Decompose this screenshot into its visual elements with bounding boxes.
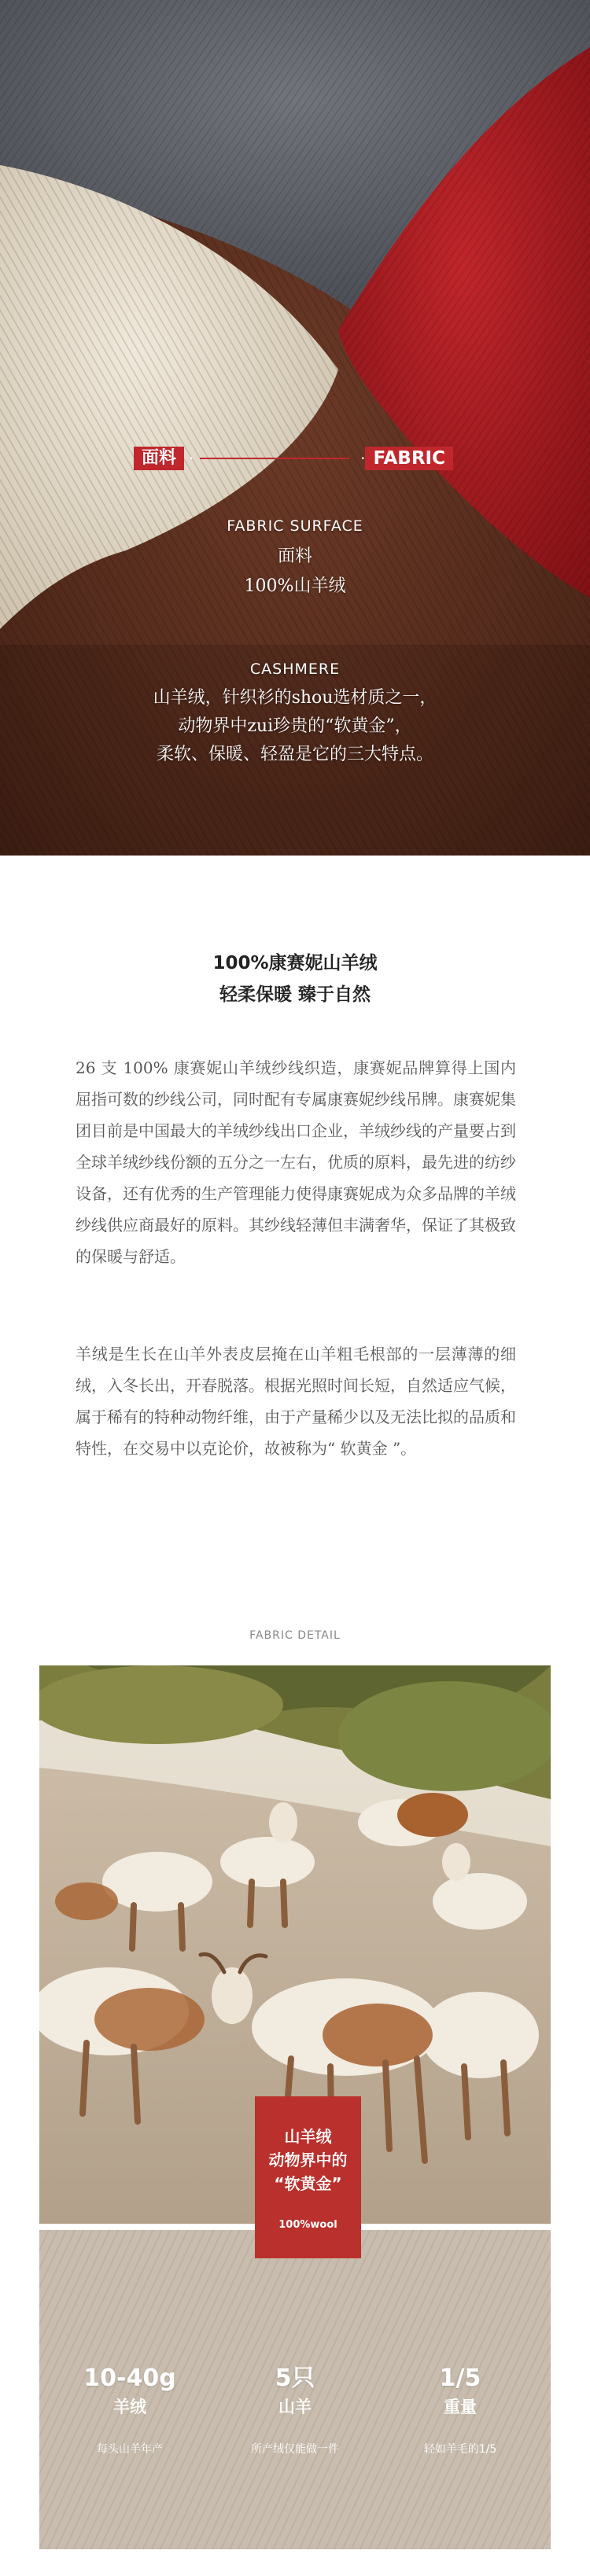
stat-unit: 羊绒 <box>113 2398 146 2416</box>
cashmere-line: 柔软、保暖、轻盈是它的三大特点。 <box>156 745 433 764</box>
tag-dot: · <box>360 449 366 468</box>
fabric-swatch-hero <box>0 0 590 856</box>
callout-line: 动物界中的 <box>268 2151 348 2169</box>
intro-title: 100%康赛妮山羊绒 <box>212 953 378 973</box>
intro-paragraph-cashmere: 羊绒是生长在山羊外表皮层掩在山羊粗毛根部的一层薄薄的细绒，入冬长出，开春脱落。根据光照时间长短，自然适应气候，属于稀有的特种动物纤维，由于产量稀少以及无法比拟的品质和特性，在交易中以克论价，故被称为“ 软黄金 ”。 <box>76 1345 516 1458</box>
fabric-surface-value: 100%山羊绒 <box>244 576 346 596</box>
cashmere-line: 山羊绒，针织衫的shou选材质之一， <box>153 688 437 708</box>
callout-line: 山羊绒 <box>284 2127 332 2146</box>
stat-description: 轻如羊毛的1/5 <box>423 2443 497 2456</box>
stat-goats <box>216 2362 374 2456</box>
tag-dot: · <box>189 449 194 468</box>
stat-description: 所产绒仅能做一件 <box>251 2443 339 2456</box>
stat-unit: 山羊 <box>278 2398 312 2416</box>
stat-description: 每头山羊年产 <box>97 2443 163 2456</box>
stat-value: 10-40g <box>83 2364 176 2392</box>
intro-subtitle: 轻柔保暖 臻于自然 <box>219 984 371 1005</box>
stat-weight <box>382 2362 539 2456</box>
fabric-surface-cn: 面料 <box>277 546 312 566</box>
soft-gold-callout <box>255 2096 361 2258</box>
fabric-section-tag <box>134 447 453 470</box>
cashmere-heading: CASHMERE <box>249 661 341 678</box>
tag-label-cn: 面料 <box>134 447 184 470</box>
tag-divider <box>200 458 349 459</box>
stat-yield <box>51 2362 208 2456</box>
callout-wool-label: 100%wool <box>278 2219 337 2231</box>
fabric-surface-heading: FABRIC SURFACE <box>227 517 363 535</box>
intro-paragraph-yarn: 26 支 100% 康赛妮山羊绒纱线织造，康赛妮品牌算得上国内屈指可数的纱线公司，同时配有专属康赛妮纱线吊牌。康赛妮集团目前是中国最大的羊绒纱线出口企业，羊绒纱线的产量要占到全球羊绒纱线份额的五分之一左右，优质的原料，最先进的纺纱设备，还有优秀的生产管理能力使得康赛妮成为众多品牌的羊绒纱线供应商最好的原料。其纱线轻薄但丰满奢华，保证了其极致的保暖与舒适。 <box>76 1058 516 1266</box>
cashmere-stats-panel <box>39 2230 551 2549</box>
cashmere-line: 动物界中zui珍贵的“软黄金”， <box>178 716 412 736</box>
stat-value: 5只 <box>275 2364 315 2392</box>
fabric-detail-label: FABRIC DETAIL <box>249 1629 341 1642</box>
tag-label-en: FABRIC <box>365 447 453 470</box>
stat-value: 1/5 <box>439 2364 481 2392</box>
callout-line: “软黄金” <box>274 2174 342 2193</box>
stat-unit: 重量 <box>444 2398 477 2416</box>
